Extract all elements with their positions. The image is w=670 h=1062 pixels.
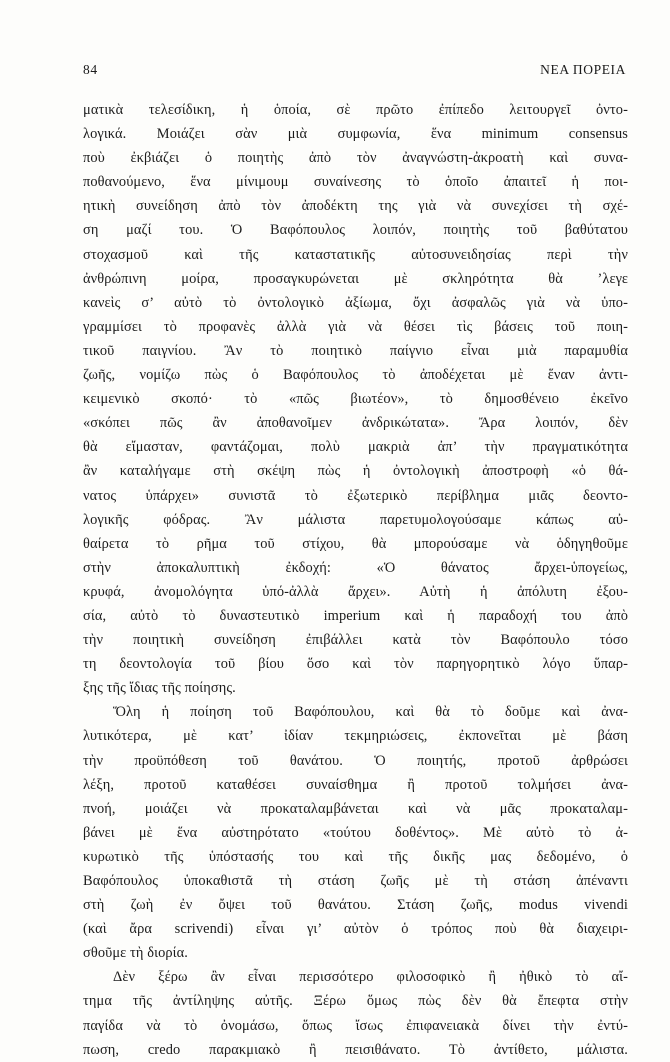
text-line: θὰ εἴμασταν, φαντάζομαι, πολὺ μακριὰ ἀπ’ τὴν πραγματικότητα [83, 439, 628, 456]
text-line: λυτικότερα, μὲ κατ’ ἰδίαν τεκμηριώσεις, ἐκπονεῖται μὲ βάση [83, 728, 628, 745]
text-line: λέξη, προτοῦ καταθέσει συναίσθημα ἢ προτοῦ τολμήσει ἀνα- [83, 776, 628, 793]
page-number: 84 [83, 62, 98, 77]
text-line: παγίδα νὰ τὸ ὀνομάσω, ὅπως ἴσως ἐπιφανειακὰ δίνει τὴν ἐντύ- [83, 1017, 628, 1034]
text-line: σία, αὐτὸ τὸ δυναστευτικὸ imperium καὶ ἡ παραδοχή του ἀπὸ [83, 607, 628, 624]
text-line: στοχασμοῦ καὶ τῆς καταστατικῆς αὐτοσυνειδησίας περὶ τὴν [83, 246, 628, 263]
text-line: κειμενικὸ σκοπό· τὸ «πῶς βιωτέον», τὸ δημοσθένειο ἐκεῖνο [83, 391, 628, 408]
text-line: λογικά. Μοιάζει σὰν μιὰ συμφωνία, ἕνα minimum consensus [83, 126, 628, 143]
text-line: Ὅλη ἡ ποίηση τοῦ Βαφόπουλου, καὶ θὰ τὸ δοῦμε καὶ ἀνα- [113, 704, 628, 721]
text-line: «σκόπει πῶς ἂν ἀποθανοῖμεν ἀνδρικώτατα». Ἄρα λοιπόν, δὲν [83, 415, 628, 432]
text-line: θαίρετα τὸ ρῆμα τοῦ στίχου, θὰ μπορούσαμε νὰ ὁδηγηθοῦμε [83, 535, 628, 552]
text-line: νατος ὑπάρχει» συνιστᾶ τὸ ἐξωτερικὸ περίβλημα μιᾶς δεοντο- [83, 487, 628, 504]
text-line: γραμμίσει τὸ προφανὲς ἀλλὰ γιὰ νὰ θέσει τὶς βάσεις τοῦ ποιη- [83, 318, 628, 335]
text-line: κανεὶς σ’ αὐτὸ τὸ ὀντολογικὸ ἀξίωμα, ὄχι ἀσφαλῶς γιὰ νὰ ὑπο- [83, 294, 628, 311]
text-line: τη δεοντολογία τοῦ βίου ὅσο καὶ τὸν παρηγορητικὸ λόγο ὕπαρ- [83, 656, 628, 673]
text-line: κυρωτικὸ τῆς ὑπόστασής του καὶ τῆς δικῆς μας δεδομένο, ὁ [83, 848, 628, 865]
text-line: ἀνθρώπινη μοίρα, προσαγκυρώνεται μὲ σκληρότητα θὰ ’λεγε [83, 270, 628, 287]
page-header [83, 62, 626, 84]
text-line: ποθανούμενο, ἕνα μίνιμουμ συναίνεσης τὸ ὁποῖο ἀπαιτεῖ ἡ ποι- [83, 174, 628, 191]
text-line: ποὺ ἐκβιάζει ὁ ποιητὴς ἀπὸ τὸν ἀναγνώστη-ἀκροατὴ καὶ συνα- [83, 150, 628, 167]
text-line: πωση, credo παρακμιακὸ ἢ πεισιθάνατο. Τὸ ἀντίθετο, μάλιστα. [83, 1041, 628, 1058]
text-line: (καὶ ἄρα scrivendi) εἶναι γι’ αὐτὸν ὁ τρόπος ποὺ θὰ διαχειρι- [83, 921, 628, 938]
text-line: ζωῆς, νομίζω πὼς ὁ Βαφόπουλος τὸ ἀποδέχεται μὲ ἕναν ἀντι- [83, 367, 628, 384]
text-line: τικοῦ παιγνίου. Ἂν τὸ ποιητικὸ παίγνιο εἶναι μιὰ παραμυθία [83, 342, 628, 359]
body-text [83, 98, 628, 1062]
text-line: τημα τῆς ἀντίληψης αὐτῆς. Ξέρω ὅμως πὼς δὲν θὰ ἔπεφτα στὴν [83, 993, 628, 1010]
text-line: στὴν ἀποκαλυπτικὴ ἐκδοχή: «Ὁ θάνατος ἄρχει-ὑπογείως, [83, 559, 628, 576]
text-line: τὴν προϋπόθεση τοῦ θανάτου. Ὁ ποιητής, προτοῦ ἀρθρώσει [83, 752, 628, 769]
text-line: ἂν καταλήγαμε στὴ σκέψη πὼς ἡ ὀντολογικὴ ἀποστροφὴ «ὁ θά- [83, 463, 628, 480]
text-line: Βαφόπουλος ὑποκαθιστᾶ τὴ στάση ζωῆς μὲ τὴ στάση ἀπέναντι [83, 873, 628, 889]
text-line: πνοή, μοιάζει νὰ προκαταλαμβάνεται καὶ νὰ μᾶς προκαταλαμ- [83, 800, 628, 817]
text-line: κρυφά, ἀνομολόγητα ὑπό-ἀλλὰ ἄρχει». Αὐτὴ ἡ ἀπόλυτη ἐξου- [83, 583, 628, 600]
text-line: τὴν ποιητικὴ συνείδηση ἐπιβάλλει κατὰ τὸν Βαφόπουλο τόσο [83, 632, 628, 649]
text-line: Δὲν ξέρω ἂν εἶναι περισσότερο φιλοσοφικὸ ἢ ἠθικὸ τὸ αἴ- [113, 969, 628, 986]
text-line: ση μαζί του. Ὁ Βαφόπουλος λοιπόν, ποιητὴς τοῦ βαθύτατου [83, 222, 628, 239]
text-line: σθοῦμε τὴ διορία. [83, 945, 188, 962]
text-line: βάνει μὲ ἕνα αὐστηρότατο «τούτου δοθέντος». Μὲ αὐτὸ τὸ ἀ- [83, 824, 628, 841]
text-line: ξης τῆς ἴδιας τῆς ποίησης. [83, 680, 236, 697]
running-head: ΝΕΑ ΠΟΡΕΙΑ [540, 62, 626, 77]
text-line: στὴ ζωὴ ἐν ὄψει τοῦ θανάτου. Στάση ζωῆς, modus vivendi [83, 897, 628, 914]
text-line: ματικὰ τελεσίδικη, ἡ ὁποία, σὲ πρῶτο ἐπίπεδο λειτουργεῖ ὀντο- [83, 102, 628, 118]
text-line: ητικὴ συνείδηση ἀπὸ τὸν ἀποδέκτη της γιὰ νὰ συνεχίσει τὴ σχέ- [83, 198, 628, 215]
text-line: λογικῆς φόδρας. Ἂν μάλιστα παρετυμολογούσαμε κάπως αὐ- [83, 511, 628, 528]
